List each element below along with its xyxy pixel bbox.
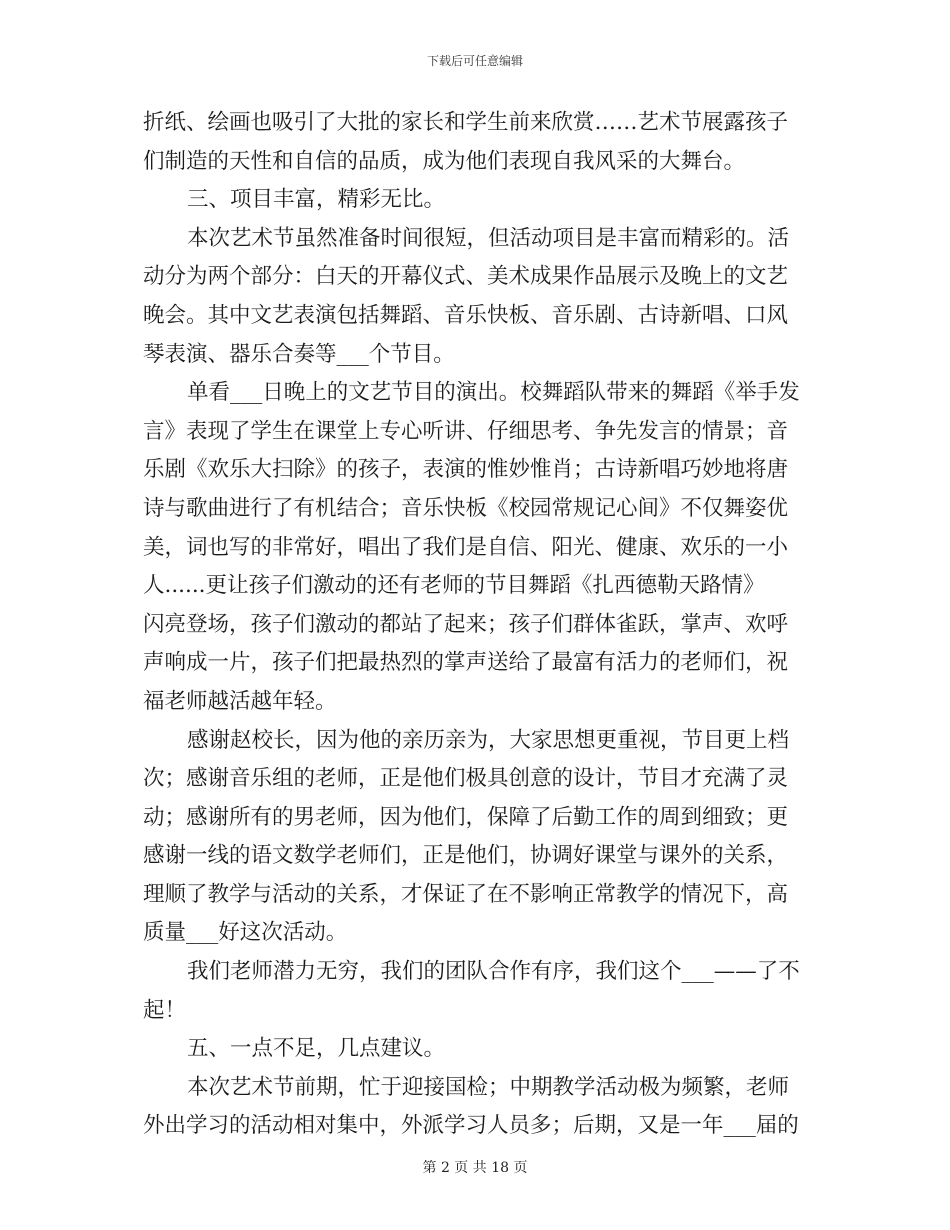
paragraph-evening-show	[143, 374, 807, 721]
text-line: 理顺了教学与活动的关系，才保证了在不影响正常教学的情况下，高	[143, 881, 789, 907]
text-line: 本次艺术节前期，忙于迎接国检；中期教学活动极为频繁，老师	[187, 1074, 790, 1100]
text-line: 人......更让孩子们激动的还有老师的节目舞蹈《扎西德勒天路情》	[143, 573, 765, 599]
text-line: 美，词也写的非常好，唱出了我们是自信、阳光、健康、欢乐的一小	[143, 534, 789, 560]
section-heading-five	[143, 1030, 807, 1069]
text-line: 我们老师潜力无穷，我们的团队合作有序，我们这个___——了不	[187, 959, 800, 985]
paragraph-thanks	[143, 722, 807, 954]
text-line: 言》表现了学生在课堂上专心听讲、仔细思考、争先发言的情景；音	[143, 418, 789, 444]
text-line: 单看___日晚上的文艺节目的演出。校舞蹈队带来的舞蹈《举手发	[187, 380, 800, 406]
text-line: 五、一点不足，几点建议。	[187, 1036, 446, 1062]
text-line: 福老师越活越年轻。	[143, 688, 337, 714]
text-line: 感谢一线的语文数学老师们，正是他们，协调好课堂与课外的关系，	[143, 843, 789, 869]
text-line: 质量___好这次活动。	[143, 920, 348, 946]
text-line: 本次艺术节虽然准备时间很短，但活动项目是丰富而精彩的。活	[187, 225, 790, 251]
text-line: 声响成一片，孩子们把最热烈的掌声送给了最富有活力的老师们，祝	[143, 650, 789, 676]
text-line: 感谢赵校长，因为他的亲历亲为，大家思想更重视，节目更上档	[187, 727, 790, 753]
text-line: 动；感谢所有的男老师，因为他们，保障了后勤工作的周到细致；更	[143, 804, 789, 830]
text-line: 折纸、绘画也吸引了大批的家长和学生前来欣赏……艺术节展露孩子	[143, 110, 789, 135]
text-line: 诗与歌曲进行了有机结合；音乐快板《校园常规记心间》不仅舞姿优	[143, 495, 789, 521]
text-line: 乐剧《欢乐大扫除》的孩子，表演的惟妙惟肖；古诗新唱巧妙地将唐	[143, 457, 789, 483]
paragraph-team	[143, 953, 807, 1030]
text-line: 次；感谢音乐组的老师，正是他们极具创意的设计，节目才充满了灵	[143, 766, 789, 792]
paragraph-program-overview	[143, 220, 807, 374]
text-line: 动分为两个部分：白天的开幕仪式、美术成果作品展示及晚上的文艺	[143, 264, 789, 290]
text-line: 晚会。其中文艺表演包括舞蹈、音乐快板、音乐剧、古诗新唱、口风	[143, 302, 789, 328]
page-header: 下载后可任意编辑	[426, 54, 523, 68]
page-number: 第 2 页 共 18 页	[422, 1160, 528, 1176]
text-line: 们制造的天性和自信的品质，成为他们表现自我风采的大舞台。	[143, 148, 746, 174]
text-line: 外出学习的活动相对集中，外派学习人员多；后期，又是一年___届的	[143, 1113, 799, 1139]
text-line: 起！	[143, 997, 187, 1023]
document-body	[143, 104, 807, 1146]
text-line: 三、项目丰富，精彩无比。	[187, 187, 446, 213]
text-line: 琴表演、器乐合奏等___个节目。	[143, 341, 455, 367]
text-line: 闪亮登场，孩子们激动的都站了起来；孩子们群体雀跃，掌声、欢呼	[143, 611, 789, 637]
paragraph-continued	[143, 104, 807, 181]
paragraph-shortcomings	[143, 1069, 807, 1146]
section-heading-three	[143, 181, 807, 220]
